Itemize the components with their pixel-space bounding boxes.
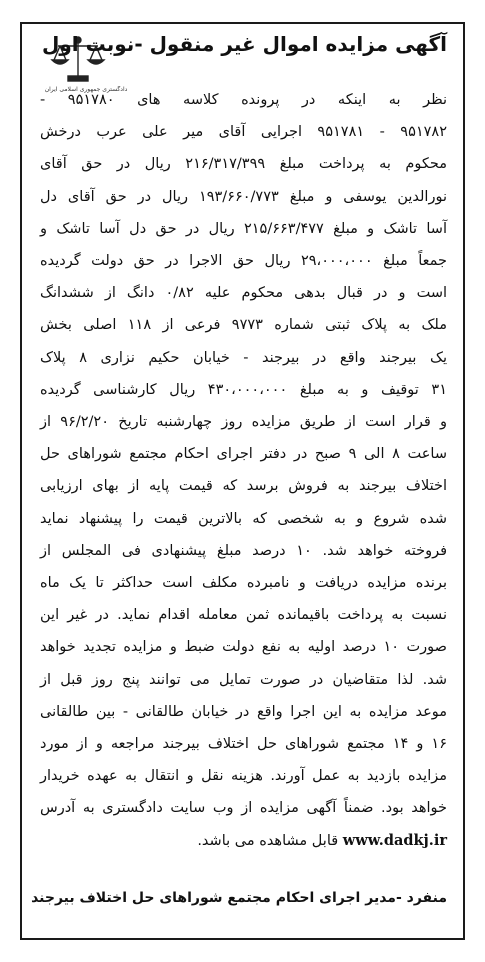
notice-line: نسبت به پرداخت باقیمانده ثمن معامله اقدام نماید. در غیر این xyxy=(40,607,447,624)
notice-line: ۱۶ و ۱۴ مجتمع شوراهای حل اختلاف بیرجند مراجعه و از مورد xyxy=(40,736,447,752)
notice-line: ملک به پلاک ثبتی شماره ۹۷۷۳ فرعی از ۱۱۸ اصلی بخش xyxy=(40,317,447,334)
notice-line-url xyxy=(40,831,447,853)
notice-line: یک بیرجند واقع در بیرجند - خیابان حکیم نزاری ۸ پلاک xyxy=(40,349,447,366)
notice-line: شده شروع و به شخصی که بالاترین قیمت را پیشنهاد نماید xyxy=(40,510,447,527)
notice-line: محکوم به پرداخت مبلغ ۲۱۶/۳۱۷/۳۹۹ ریال در حق آقای xyxy=(40,156,447,173)
notice-line: موعد مزایده به این اجرا واقع در خیابان طالقانی - بین طالقانی xyxy=(40,703,447,720)
notice-line: مزایده بازدید به عمل آورند. هزینه نقل و انتقال به عهده خریدار xyxy=(40,768,447,785)
notice-line: ۹۵۱۷۸۲ - ۹۵۱۷۸۱ اجرایی آقای میر علی عرب درخش xyxy=(40,124,448,141)
notice-line: اختلاف بیرجند به فروش برسد که قیمت پایه از بهای ارزیابی xyxy=(40,478,447,495)
notice-line: ۳۱ توقیف و به مبلغ ۴۳۰،۰۰۰،۰۰۰ ریال کارشناسی گردیده xyxy=(40,381,447,398)
notice-title: آگهی مزایده اموال غیر منقول -نوبت اول xyxy=(41,32,447,56)
notice-line: خواهد بود. ضمناً آگهی مزایده از وب سایت دادگستری به آدرس xyxy=(40,800,447,817)
notice-line: جمعاً مبلغ ۲۹،۰۰۰،۰۰۰ ریال حق الاجرا در حق دولت گردیده xyxy=(40,253,447,269)
notice-line: و قرار است از طریق مزایده روز چهارشنبه تاریخ ۹۶/۲/۲۰ از xyxy=(40,414,448,430)
notice-line: شد. لذا متقاضیان در صورت تمایل می توانند پنج روز قبل از xyxy=(40,671,447,688)
notice-line: نظر به اینکه در پرونده کلاسه های ۹۵۱۷۸۰ - xyxy=(40,92,448,108)
website-link[interactable]: www.dadkj.ir xyxy=(342,831,447,849)
notice-line: آسا تاشک و مبلغ ۲۱۵/۶۶۳/۴۷۷ ریال در حق دل آسا تاشک و xyxy=(40,220,447,237)
notice-line: فروخته خواهد شد. ۱۰ درصد مبلغ پیشنهادی فی المجلس از xyxy=(40,542,448,559)
notice-line-suffix: قابل مشاهده می باشد. xyxy=(197,832,339,849)
notice-line: صورت ۱۰ درصد اولیه به نفع دولت ضبط و مزایده تجدید خواهد xyxy=(40,639,447,656)
notice-footer: منفرد -مدیر اجرای احکام مجتمع شوراهای حل اختلاف بیرجند xyxy=(31,890,447,906)
notice-line: برنده مزایده دریافت و نامبرده مکلف است حداکثر تا یک ماه xyxy=(40,575,447,591)
notice-header xyxy=(22,24,463,100)
notice-line: ساعت ۸ الی ۹ صبح در دفتر اجرای احکام مجتمع شوراهای حل xyxy=(40,446,447,463)
notice-line: است و در قبال بدهی محکوم علیه ۰/۸۲ دانگ از ششدانگ xyxy=(40,285,447,302)
notice-line: نورالدین یوسفی و مبلغ ۱۹۳/۶۶۰/۷۷۳ ریال در حق آقای دل xyxy=(40,188,447,205)
notice-frame xyxy=(20,22,465,940)
logo-caption: دادگستری جمهوری اسلامی ایران xyxy=(44,86,128,93)
